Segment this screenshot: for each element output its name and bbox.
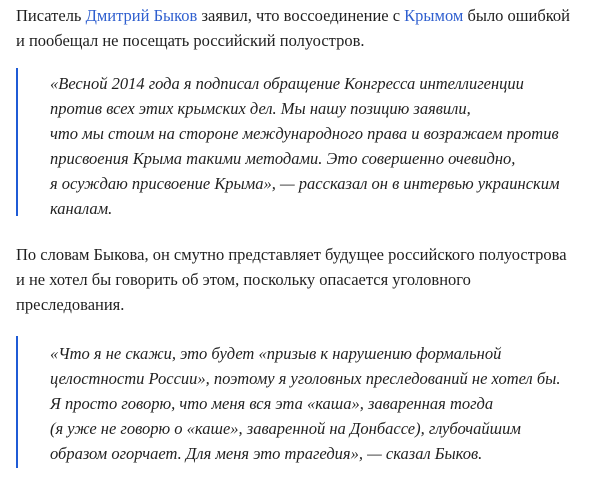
quote2-line: Я просто говорю, что меня вся эта «каша», заваренная тогда: [50, 394, 494, 413]
body-line: и не хотел бы говорить об этом, поскольку опасается уголовного: [16, 270, 471, 289]
quote2-line: «Что я не скажи, это будет «призыв к нарушению формальной: [50, 344, 502, 363]
quote1-line: что мы стоим на стороне международного права и возражаем против: [50, 124, 559, 143]
intro-line-2: и пообещал не посещать российский полуостров.: [16, 31, 365, 50]
quote2-line: целостности России», поэтому я уголовных преследований не хотел бы.: [50, 369, 561, 388]
body-line: По словам Быкова, он смутно представляет будущее российского полуострова: [16, 245, 567, 264]
quote1-line: присвоения Крыма такими методами. Это совершенно очевидно,: [50, 149, 516, 168]
body-paragraph: [16, 242, 596, 317]
body-line: преследования.: [16, 295, 125, 314]
intro-line-1: [16, 3, 596, 28]
link-crimea[interactable]: Крымом: [404, 6, 464, 25]
link-dmitry-bykov[interactable]: Дмитрий Быков: [85, 6, 198, 25]
quote1-line: я осуждаю присвоение Крыма», — рассказал он в интервью украинским: [50, 174, 560, 193]
intro-text-lead: Писатель: [16, 6, 86, 25]
intro-text-mid: заявил, что воссоединение с: [197, 6, 405, 25]
quote1-line: против всех этих крымских дел. Мы нашу позицию заявили,: [50, 99, 471, 118]
blockquote-1: [16, 68, 598, 216]
intro-paragraph: [16, 3, 596, 53]
blockquote-2: [16, 336, 598, 468]
quote1-line: «Весной 2014 года я подписал обращение Конгресса интеллигенции: [50, 74, 524, 93]
quote2-line: образом огорчает. Для меня это трагедия», — сказал Быков.: [50, 444, 483, 463]
quote1-line: каналам.: [50, 199, 113, 218]
intro-text-tail: было ошибкой: [463, 6, 570, 25]
quote2-line: (я уже не говорю о «каше», заваренной на Донбассе), глубочайшим: [50, 419, 521, 438]
